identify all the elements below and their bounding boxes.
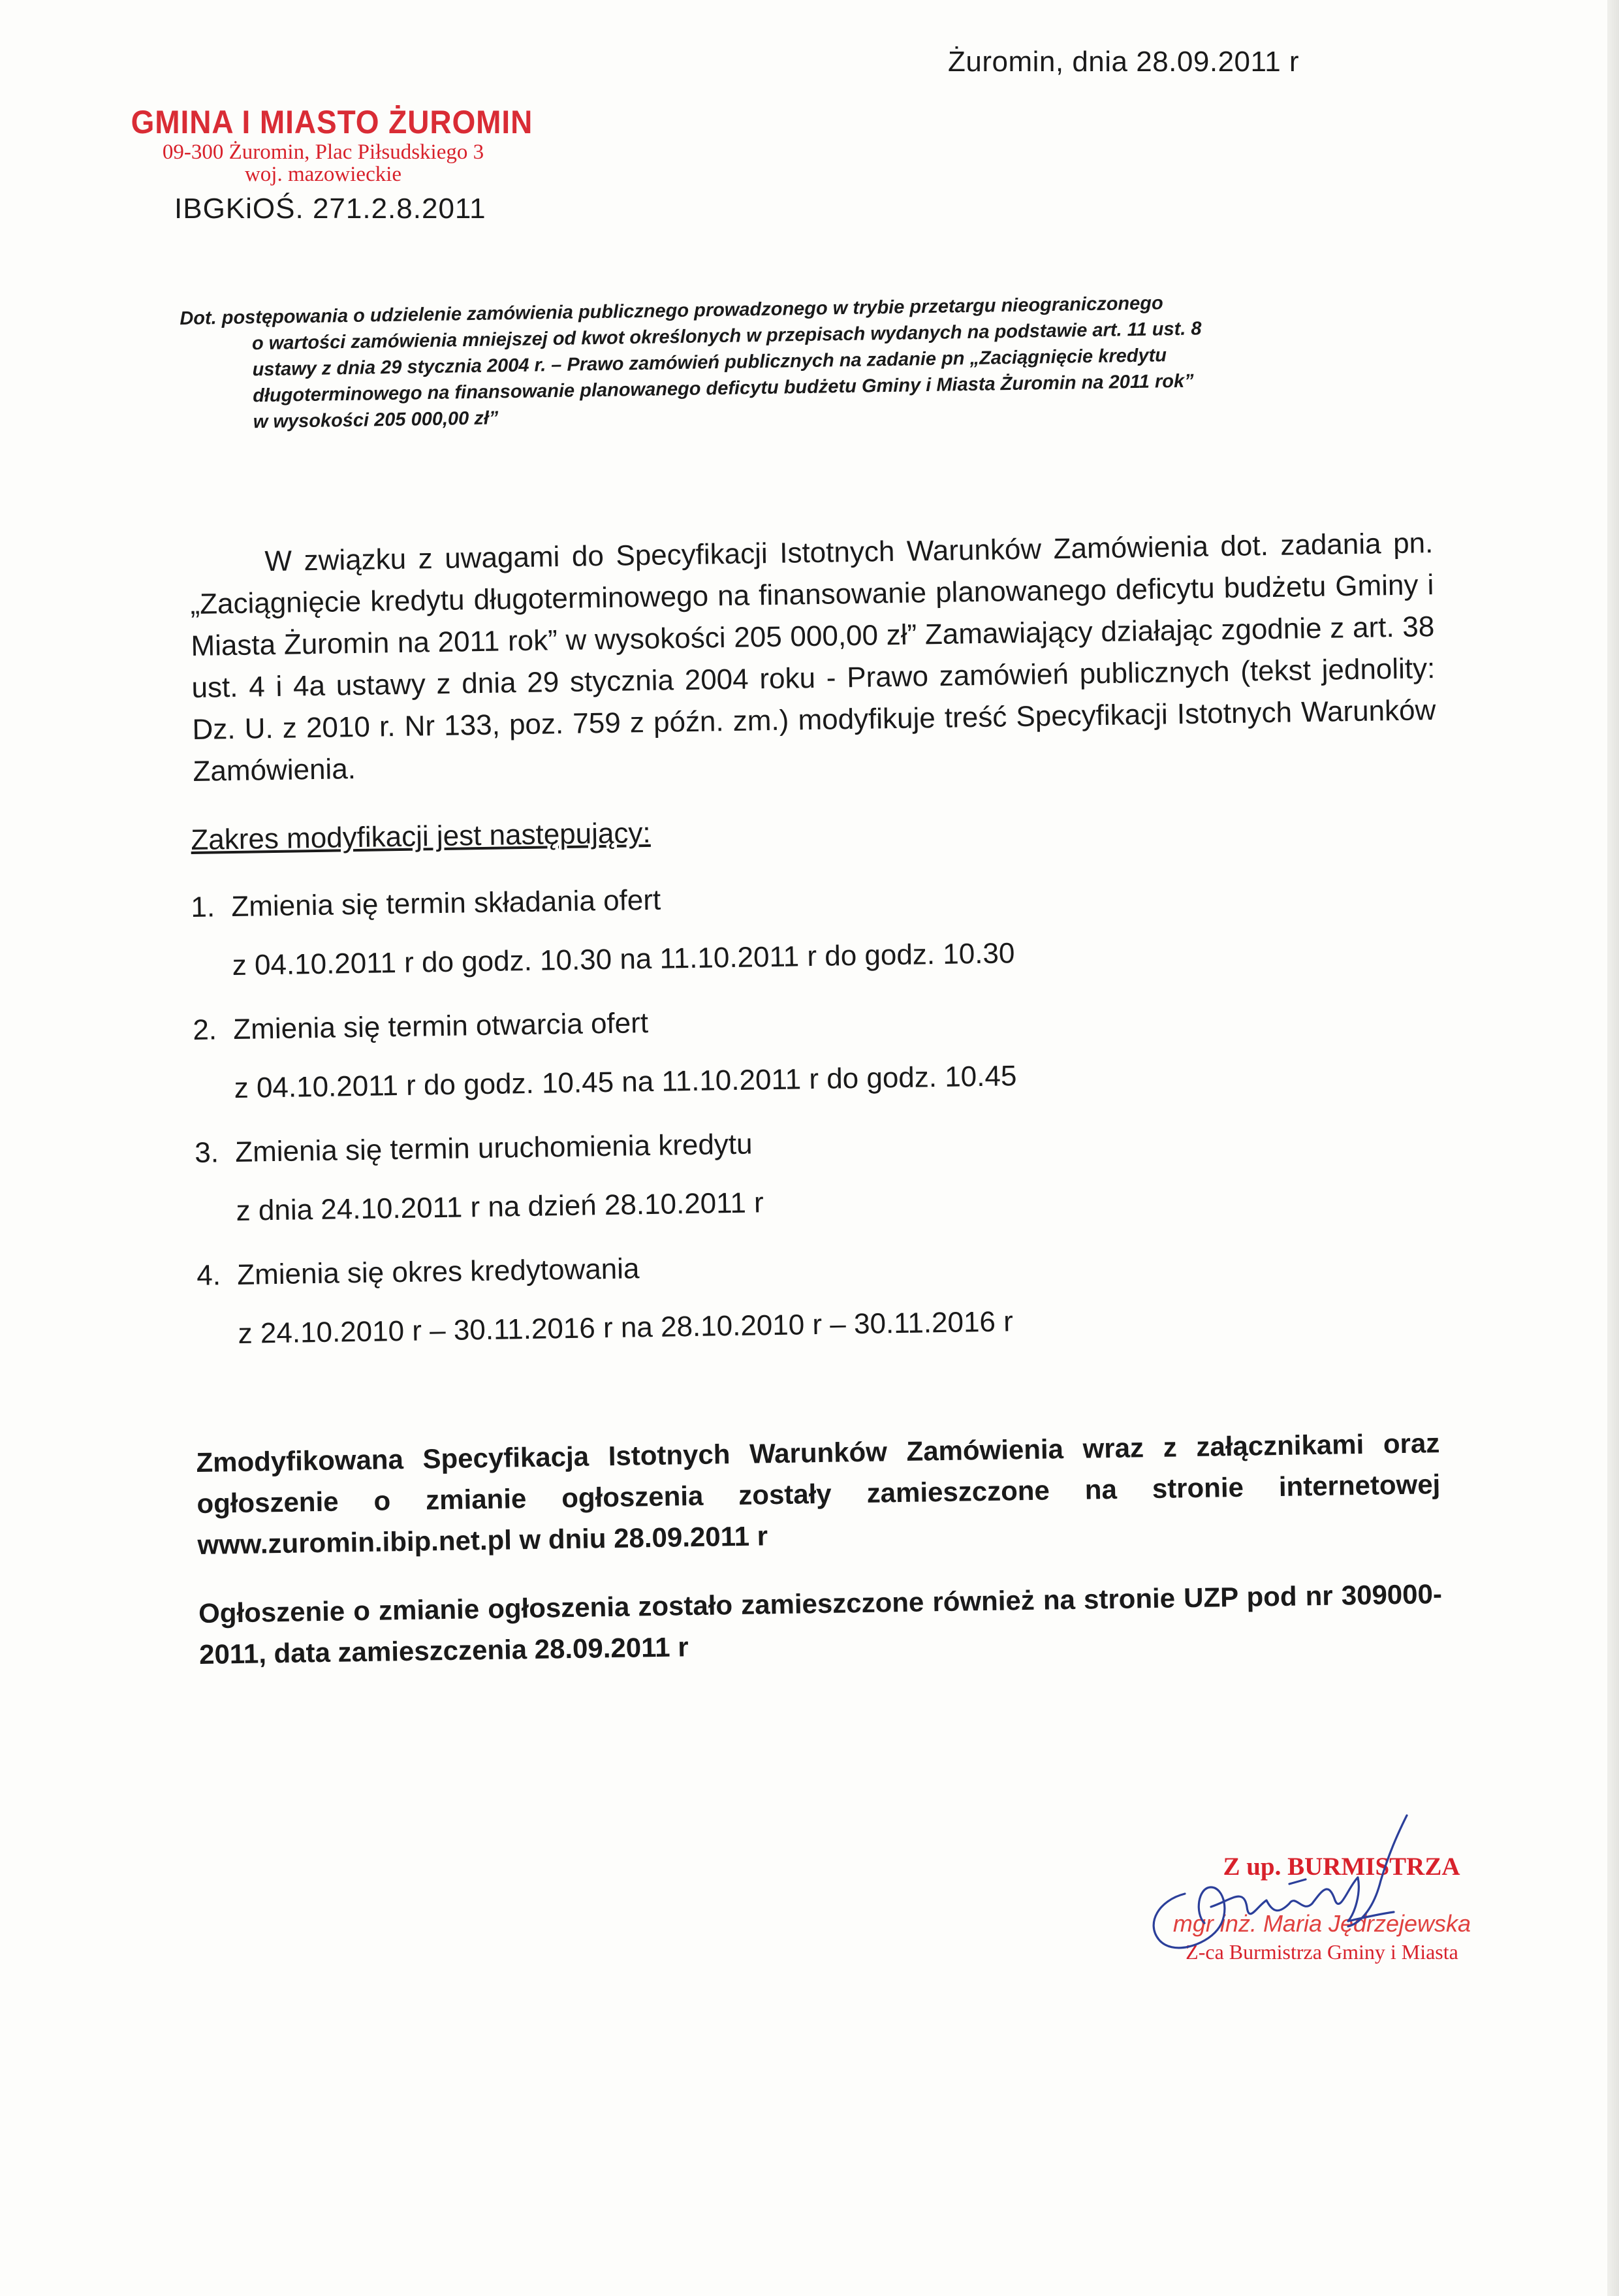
item-number: 3.: [194, 1136, 219, 1169]
handwritten-signature: [1133, 1809, 1439, 1979]
item-detail: z 04.10.2011 r do godz. 10.30 na 11.10.2011 r do godz. 10.30: [232, 937, 1015, 982]
subject-line: w wysokości 205 000,00 zł”: [253, 407, 499, 433]
modifications-list: [191, 872, 1439, 1382]
scan-edge: [1607, 0, 1619, 2296]
item-number: 1.: [191, 891, 215, 923]
signatory-name: mgr inż. Maria Jędrzejewska: [1172, 1910, 1471, 1937]
item-title: Zmienia się okres kredytowania: [236, 1252, 640, 1291]
stamp-region: woj. mazowieckie: [244, 163, 402, 186]
subject-block: [180, 286, 1422, 436]
item-title: Zmienia się termin składania ofert: [230, 884, 661, 923]
uzp-note: Ogłoszenie o zmianie ogłoszenia zostało zamieszczone również na stronie UZP pod nr 309000-2011, data zamieszczenia 28.09.2011 r: [198, 1578, 1443, 1670]
item-detail: z 24.10.2010 r – 30.11.2016 r na 28.10.2010 r – 30.11.2016 r: [238, 1305, 1014, 1350]
item-title: Zmienia się termin uruchomienia kredytu: [234, 1128, 753, 1168]
list-item: [191, 872, 1433, 1014]
municipality-stamp: [114, 103, 532, 185]
reference-number: IBGKiOŚ. 271.2.8.2011: [174, 193, 486, 225]
closing-notes: [196, 1422, 1443, 1702]
list-item: [195, 1117, 1437, 1260]
modifications-heading: Zakres modyfikacji jest następujący:: [191, 816, 651, 856]
body-paragraph: W związku z uwagami do Specyfikacji Istotnych Warunków Zamówienia dot. zadania pn. „Zaciągnięcie kredytu długoterminowego na finansowanie planowanego deficytu budżetu Gminy i Miasta Żuromin na 2011 rok” w wysokości 205 000,00 zł” Zamawiający działając zgodnie z art. 38 ust. 4 i 4a ustawy z dnia 29 stycznia 2004 roku - Prawo zamówień publicznych (tekst jednolity: Dz. U. z 2010 r. Nr 133, poz. 759 z późn. zm.) modyfikuje treść Specyfikacji Istotnych Warunków Zamówienia.: [190, 527, 1436, 788]
signatory-role: Z-ca Burmistrza Gminy i Miasta: [1186, 1940, 1458, 1964]
subject-line: o wartości zamówienia mniejszej od kwot określonych w przepisach wydanych na podstawie art. 11 ust. 8: [251, 318, 1202, 355]
list-item: [196, 1240, 1439, 1382]
signature-title: Z up. BURMISTRZA: [1223, 1853, 1460, 1881]
item-title: Zmienia się termin otwarcia ofert: [232, 1007, 649, 1045]
publication-note: Zmodyfikowana Specyfikacja Istotnych Warunków Zamówienia wraz z załącznikami oraz ogłoszenie o zmianie ogłoszenia zostały zamieszczone na stronie internetowej www.zuromin.ibip.net.pl w dniu 28.09.2011 r: [196, 1427, 1441, 1560]
place-and-date: Żuromin, dnia 28.09.2011 r: [948, 46, 1300, 78]
subject-line: Dot. postępowania o udzielenie zamówienia publicznego prowadzonego w trybie przetargu nieograniczonego: [180, 293, 1163, 329]
stamp-address: 09-300 Żuromin, Plac Piłsudskiego 3: [162, 140, 484, 164]
item-number: 2.: [192, 1013, 217, 1046]
subject-line: ustawy z dnia 29 stycznia 2004 r. – Prawo zamówień publicznych na zadanie pn „Zaciągnięcie kredytu: [252, 345, 1167, 381]
subject-line: długoterminowego na finansowanie planowanego deficytu budżetu Gminy i Miasta Żuromin na 2011 rok”: [252, 370, 1194, 407]
stamp-title: GMINA I MIASTO ŻUROMIN: [131, 104, 533, 140]
item-detail: z dnia 24.10.2011 r na dzień 28.10.2011 r: [236, 1187, 764, 1227]
list-item: [193, 995, 1435, 1137]
item-number: 4.: [196, 1259, 221, 1292]
item-detail: z 04.10.2011 r do godz. 10.45 na 11.10.2011 r do godz. 10.45: [234, 1060, 1017, 1104]
